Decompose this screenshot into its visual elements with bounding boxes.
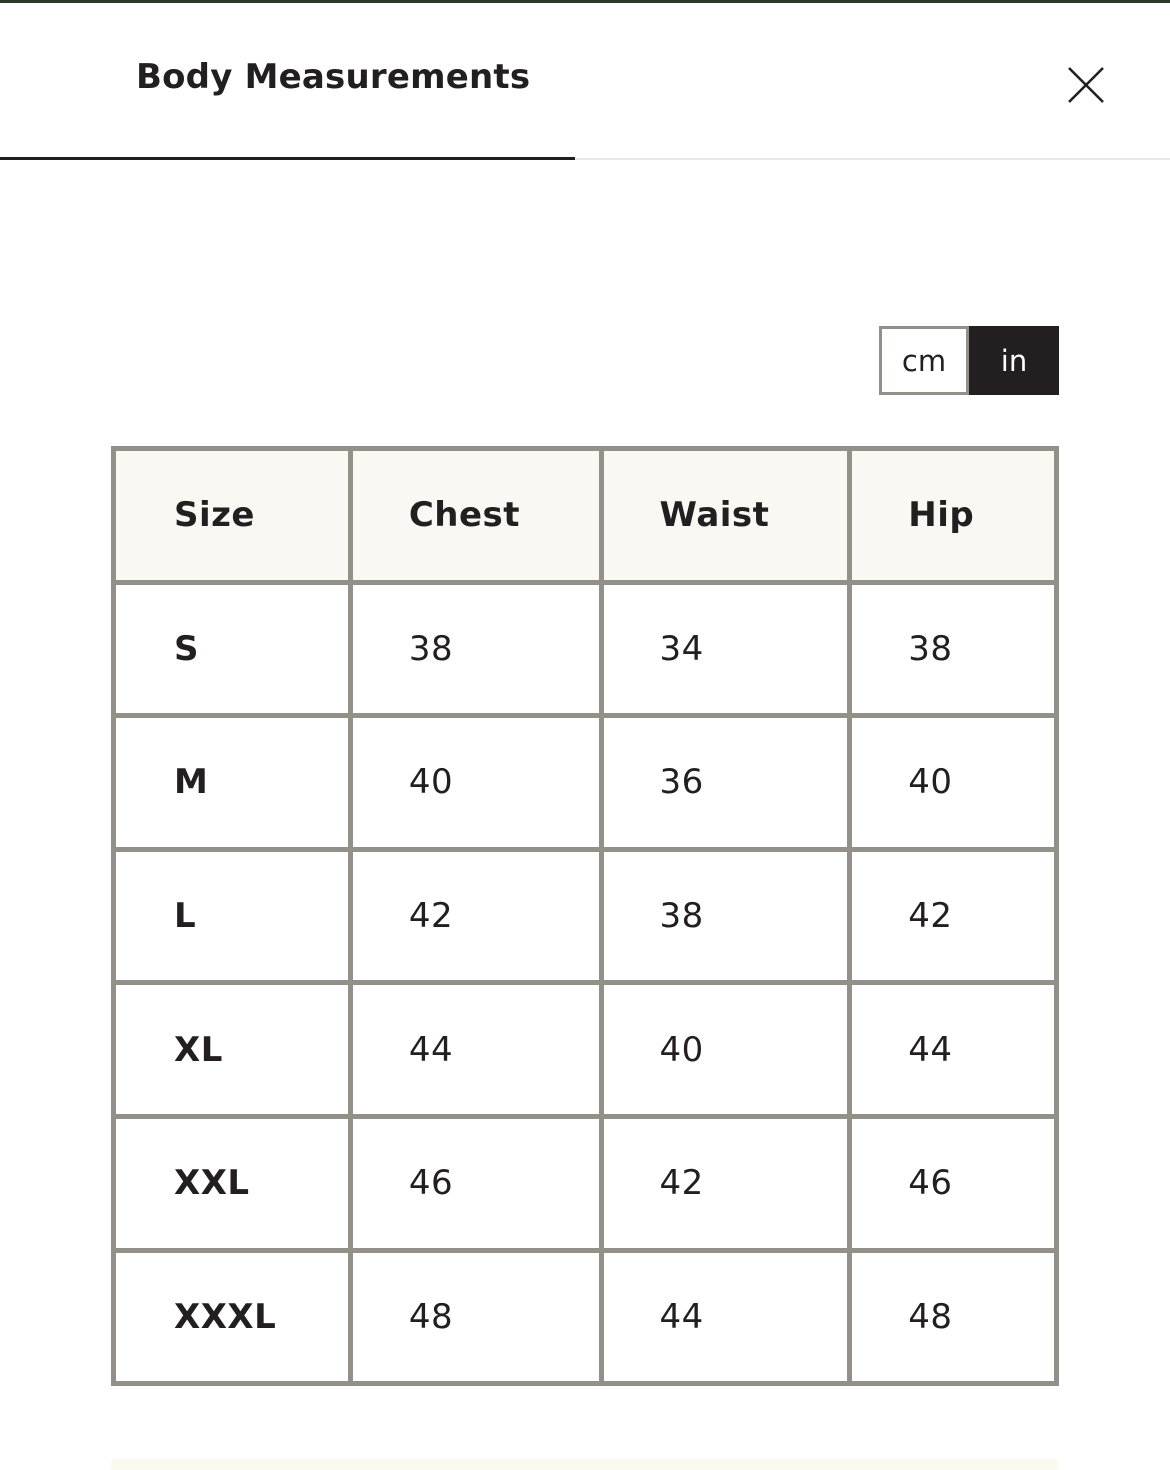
size-cell: XXL bbox=[114, 1116, 351, 1250]
hip-cell: 38 bbox=[850, 582, 1057, 716]
unit-in-button[interactable]: in bbox=[969, 326, 1059, 395]
chest-cell: 46 bbox=[350, 1116, 601, 1250]
waist-cell: 34 bbox=[601, 582, 850, 716]
table-row bbox=[114, 1116, 1057, 1250]
header-hip: Hip bbox=[850, 449, 1057, 583]
chest-cell: 44 bbox=[350, 983, 601, 1117]
size-cell: XXXL bbox=[114, 1250, 351, 1384]
size-cell: M bbox=[114, 716, 351, 850]
waist-cell: 36 bbox=[601, 716, 850, 850]
waist-cell: 38 bbox=[601, 849, 850, 983]
tab-body-measurements[interactable] bbox=[0, 3, 575, 160]
table-row bbox=[114, 983, 1057, 1117]
hip-cell: 48 bbox=[850, 1250, 1057, 1384]
close-icon bbox=[1056, 55, 1116, 115]
waist-cell: 44 bbox=[601, 1250, 850, 1384]
hip-cell: 40 bbox=[850, 716, 1057, 850]
hip-cell: 44 bbox=[850, 983, 1057, 1117]
chest-cell: 48 bbox=[350, 1250, 601, 1384]
chest-cell: 42 bbox=[350, 849, 601, 983]
size-cell: S bbox=[114, 582, 351, 716]
table-header-row bbox=[114, 449, 1057, 583]
modal-header bbox=[0, 3, 1170, 160]
table-row bbox=[114, 849, 1057, 983]
waist-cell: 42 bbox=[601, 1116, 850, 1250]
size-cell: XL bbox=[114, 983, 351, 1117]
waist-cell: 40 bbox=[601, 983, 850, 1117]
unit-toggle bbox=[879, 326, 1059, 395]
header-chest: Chest bbox=[350, 449, 601, 583]
hip-cell: 42 bbox=[850, 849, 1057, 983]
chest-cell: 38 bbox=[350, 582, 601, 716]
table-row bbox=[114, 716, 1057, 850]
size-chart-table bbox=[111, 446, 1059, 1386]
header-size: Size bbox=[114, 449, 351, 583]
unit-cm-button[interactable]: cm bbox=[879, 326, 969, 395]
table-row bbox=[114, 582, 1057, 716]
size-cell: L bbox=[114, 849, 351, 983]
close-button[interactable] bbox=[1056, 55, 1116, 115]
info-panel bbox=[111, 1459, 1059, 1470]
tab-label: Body Measurements bbox=[136, 57, 531, 97]
tab-active-underline bbox=[0, 157, 575, 160]
chest-cell: 40 bbox=[350, 716, 601, 850]
header-waist: Waist bbox=[601, 449, 850, 583]
table-row bbox=[114, 1250, 1057, 1384]
header-divider bbox=[575, 158, 1170, 160]
hip-cell: 46 bbox=[850, 1116, 1057, 1250]
